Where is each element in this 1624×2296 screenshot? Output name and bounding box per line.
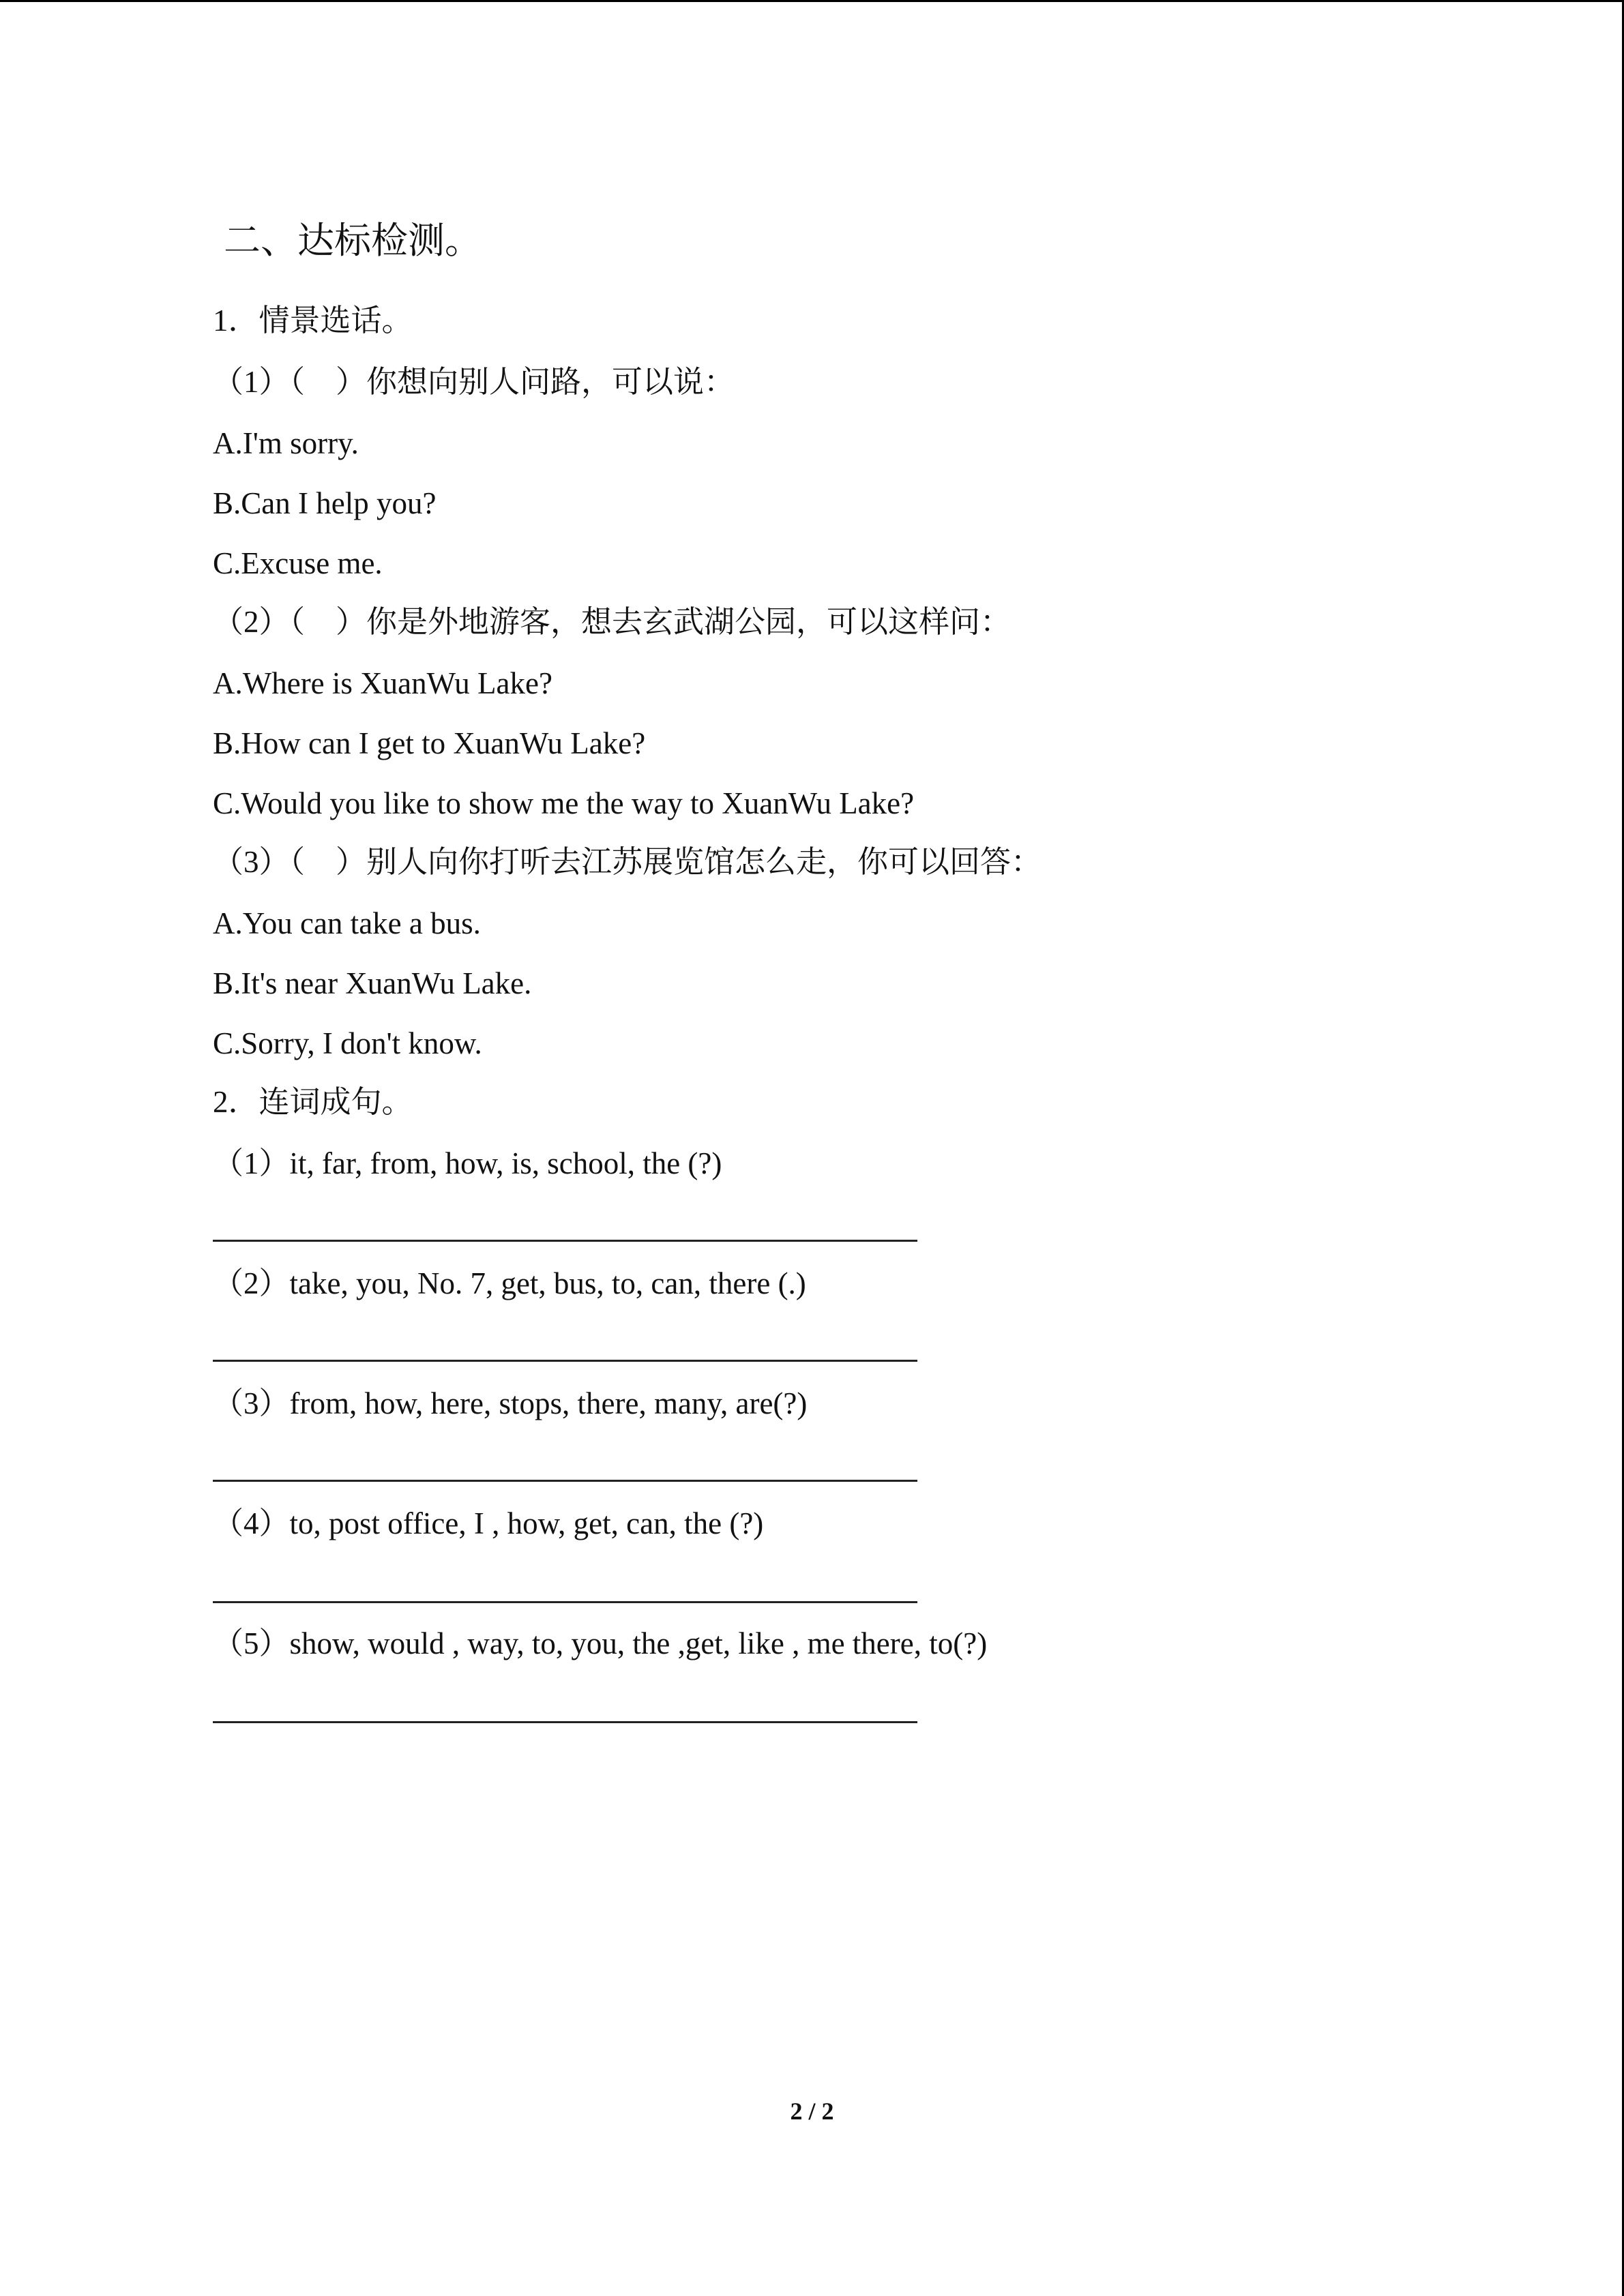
question-3-stem: （3）（ ）别人向你打听去江苏展览馆怎么走，你可以回答：: [213, 845, 1042, 879]
sentence-item-3: （3）from, how, here, stops, there, many, are(?): [213, 1386, 808, 1420]
answer-line-5[interactable]: [213, 1721, 917, 1723]
question-1-option-b: B.Can I help you?: [213, 486, 437, 520]
sentence-item-4: （4）to, post office, I , how, get, can, the (?): [213, 1506, 764, 1540]
sentence-item-5: （5）show, would , way, to, you, the ,get, like , me there, to(?): [213, 1626, 988, 1660]
answer-line-1[interactable]: [213, 1240, 917, 1242]
answer-line-2[interactable]: [213, 1360, 917, 1362]
question-2-option-c: C.Would you like to show me the way to XuanWu Lake?: [213, 786, 915, 820]
question-2-stem: （2）（ ）你是外地游客，想去玄武湖公园，可以这样问：: [213, 605, 1012, 639]
question-3-option-c: C.Sorry, I don't know.: [213, 1026, 482, 1060]
question-2-option-a: A.Where is XuanWu Lake?: [213, 666, 552, 700]
question-1-option-a: A.I'm sorry.: [213, 426, 359, 460]
part1-heading: 1．情景选话。: [213, 303, 413, 338]
answer-line-4[interactable]: [213, 1601, 917, 1603]
answer-line-3[interactable]: [213, 1480, 917, 1482]
sentence-item-1: （1）it, far, from, how, is, school, the (?): [213, 1146, 722, 1180]
question-1-stem: （1）（ ）你想向别人问路，可以说：: [213, 365, 735, 399]
page-border-top: [0, 0, 1624, 2]
question-1-option-c: C.Excuse me.: [213, 546, 383, 580]
part2-heading: 2．连词成句。: [213, 1085, 413, 1119]
section-title: 二、达标检测。: [224, 220, 482, 261]
sentence-item-2: （2）take, you, No. 7, get, bus, to, can, there (.): [213, 1266, 806, 1300]
question-2-option-b: B.How can I get to XuanWu Lake?: [213, 726, 646, 760]
question-3-option-a: A.You can take a bus.: [213, 906, 481, 940]
question-3-option-b: B.It's near XuanWu Lake.: [213, 966, 532, 1000]
page-number: 2 / 2: [790, 2098, 834, 2125]
